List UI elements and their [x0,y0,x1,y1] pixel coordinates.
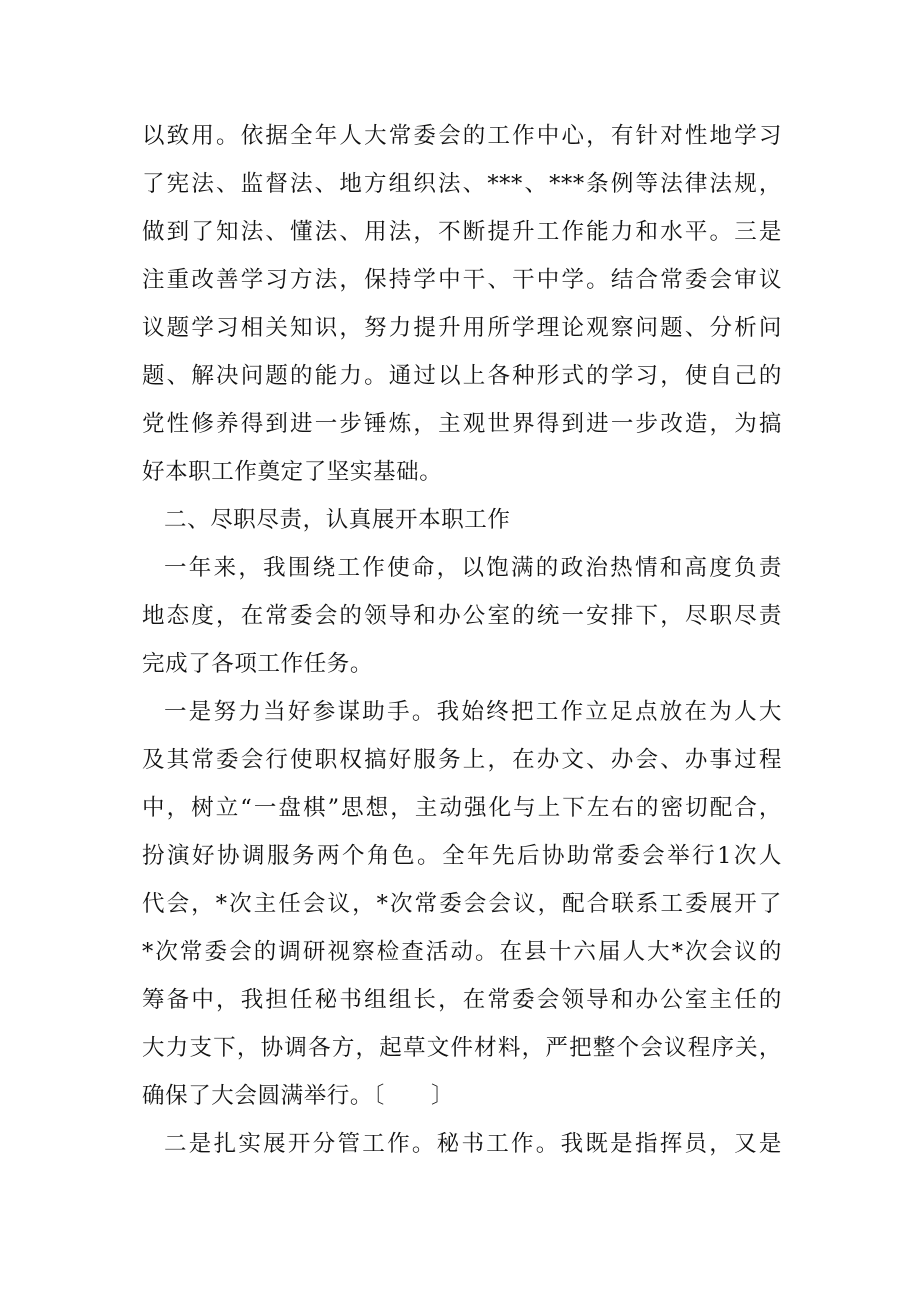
text-line: 地态度，在常委会的领导和办公室的统一安排下，尽职尽责 [142,603,782,629]
document-body [142,112,782,1168]
text-line: 党性修养得到进一步锤炼，主观世界得到进一步改造，为搞 [142,411,782,437]
text-line: 代会，*次主任会议，*次常委会会议，配合联系工委展开了 [142,891,782,917]
text-line: 注重改善学习方法，保持学中干、干中学。结合常委会审议 [142,267,782,293]
text-line: 一是努力当好参谋助手。我始终把工作立足点放在为人大 [164,699,782,725]
text-line: 中，树立“一盘棋”思想，主动强化与上下左右的密切配合， [142,795,782,821]
text-line: 扮演好协调服务两个角色。全年先后协助常委会举行1次人 [142,843,782,869]
text-line: 题、解决问题的能力。通过以上各种形式的学习，使自己的 [142,363,782,389]
text-line: 做到了知法、懂法、用法，不断提升工作能力和水平。三是 [142,219,782,245]
text-line: 完成了各项工作任务。 [142,651,374,677]
text-line: 了宪法、监督法、地方组织法、***、***条例等法律法规， [142,171,782,197]
text-line: 二是扎实展开分管工作。秘书工作。我既是指挥员，又是 [164,1131,782,1157]
section-heading: 二、尽职尽责，认真展开本职工作 [164,507,511,533]
text-line: 筹备中，我担任秘书组组长，在常委会领导和办公室主任的 [142,987,782,1013]
text-line: 好本职工作奠定了坚实基础。 [142,459,443,485]
text-line: 大力支下，协调各方，起草文件材料，严把整个会议程序关， [142,1035,782,1061]
text-line: *次常委会的调研视察检查活动。在县十六届人大*次会议的 [142,939,782,965]
text-line: 一年来，我围绕工作使命，以饱满的政治热情和高度负责 [164,555,782,581]
text-line: 及其常委会行使职权搞好服务上，在办文、办会、办事过程 [142,747,782,773]
text-line: 确保了大会圆满举行。〔 〕 [142,1083,455,1109]
text-line: 以致用。依据全年人大常委会的工作中心，有针对性地学习 [142,123,782,149]
text-line: 议题学习相关知识，努力提升用所学理论观察问题、分析问 [142,315,782,341]
